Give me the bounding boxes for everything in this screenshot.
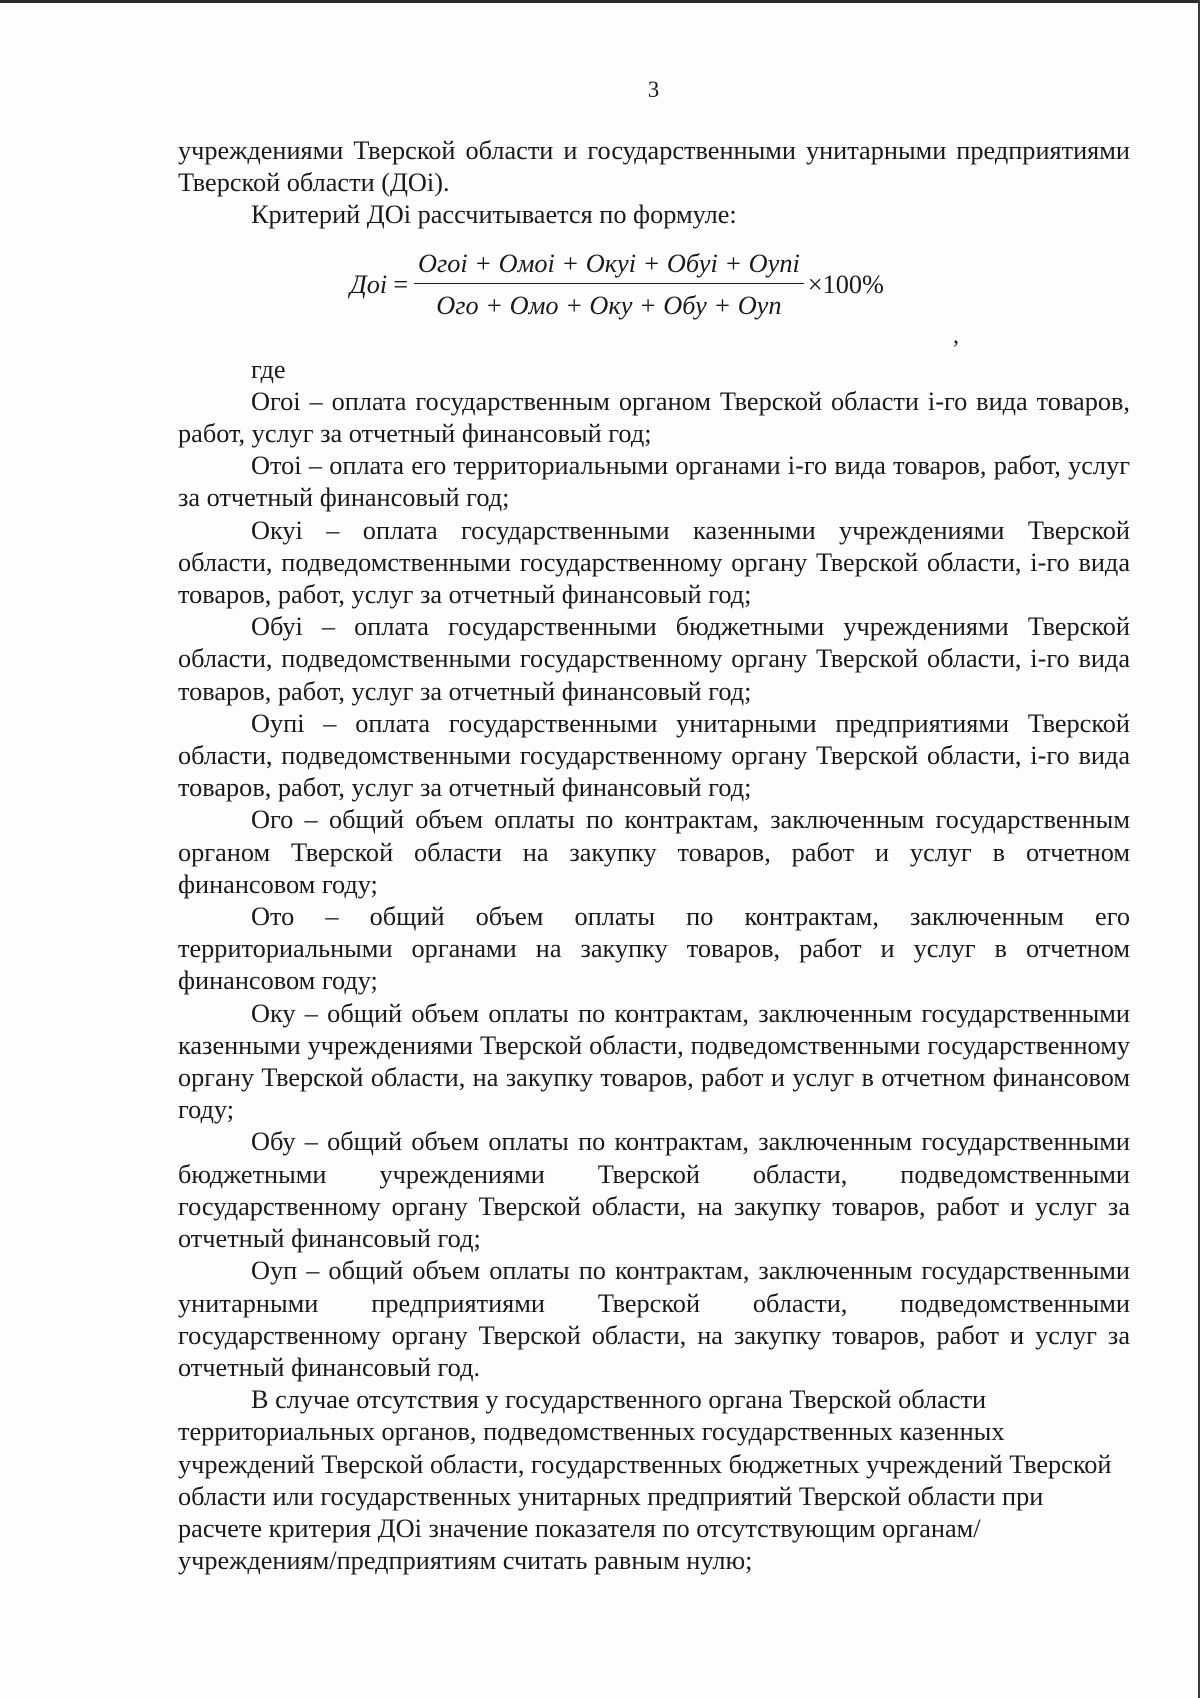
definition-otoi: Отоi – оплата его территориальными органами i-го вида товаров, работ, услуг за отчетный финансовый год;: [178, 451, 1130, 513]
definition-oupi: Оупi – оплата государственными унитарными предприятиями Тверской области, подведомственными государственному органу Тверской области, i-го вида товаров, работ, услуг за отчетный финансовый год;: [178, 708, 1130, 803]
definition-ogoi: Огоi – оплата государственным органом Тверской области i-го вида товаров, работ, услуг за отчетный финансовый год;: [178, 386, 1130, 449]
paragraph-criterion-intro: Критерий ДОi рассчитывается по формуле:: [251, 200, 737, 230]
formula-multiplier: ×100%: [807, 269, 884, 299]
definition-oto: Ото – общий объем оплаты по контрактам, заключенным его территориальными органами на закупку товаров, работ и услуг в отчетном финансовом году;: [178, 902, 1130, 996]
definition-obui: Обуi – оплата государственными бюджетными учреждениями Тверской области, подведомственными государственному органу Тверской области, i-го вида товаров, работ, услуг за отчетный финансовый год;: [178, 612, 1130, 706]
definition-okui: Окуi – оплата государственными казенными учреждениями Тверской области, подведомственными государственному органу Тверской области, i-го вида товаров, работ, услуг за отчетный финансовый год;: [178, 515, 1130, 610]
paragraph-where: где: [251, 354, 286, 384]
formula-equals: =: [393, 269, 409, 299]
formula-trailing-comma: ,: [953, 322, 959, 349]
definition-obu: Обу – общий объем оплаты по контрактам, заключенным государственными бюджетными учреждениями Тверской области, подведомственными государственному органу Тверской области, на закупку товаров, работ и услуг за отчетный финансовый год;: [178, 1127, 1130, 1254]
document-body: [178, 135, 1130, 1577]
formula-numerator: Огоi + Омоi + Окуi + Обуi + Оупi: [418, 248, 800, 278]
formula-denominator: Ого + Омо + Оку + Обу + Оуп: [436, 290, 782, 320]
definition-oku: Оку – общий объем оплаты по контрактам, заключенным государственными казенными учреждениями Тверской области, подведомственными государственному органу Тверской области, на закупку товаров, работ и услуг в отчетном финансовом году;: [178, 998, 1130, 1125]
formula-fraction: [414, 248, 804, 322]
formula-block: [178, 232, 1130, 354]
definition-ogo: Ого – общий объем оплаты по контрактам, заключенным государственным органом Тверской области на закупку товаров, работ и услуг в отчетном финансовом году;: [178, 805, 1130, 899]
page-number: 3: [647, 77, 660, 102]
definition-oup: Оуп – общий объем оплаты по контрактам, заключенным государственными унитарными предприятиями Тверской области, подведомственными государственному органу Тверской области, на закупку товаров, работ и услуг за отчетный финансовый год.: [178, 1256, 1130, 1382]
paragraph-continuation: учреждениями Тверской области и государственными унитарными предприятиями Тверской области (ДОi).: [178, 136, 1130, 198]
formula-lhs: Доi: [350, 269, 388, 299]
paragraph-absence-rule: В случае отсутствия у государственного органа Тверской области территориальных органов, подведомственных государственных казенных учреждений Тверской области, государственных бюджетных учреждений Тверской области или государственных унитарных предприятий Тверской области при расчете критерия ДОi значение показателя по отсутствующим органам/учреждениям/предприятиям считать равным нулю;: [178, 1385, 1112, 1576]
formula-doi: [350, 248, 884, 322]
scan-top-edge: [0, 0, 1200, 3]
